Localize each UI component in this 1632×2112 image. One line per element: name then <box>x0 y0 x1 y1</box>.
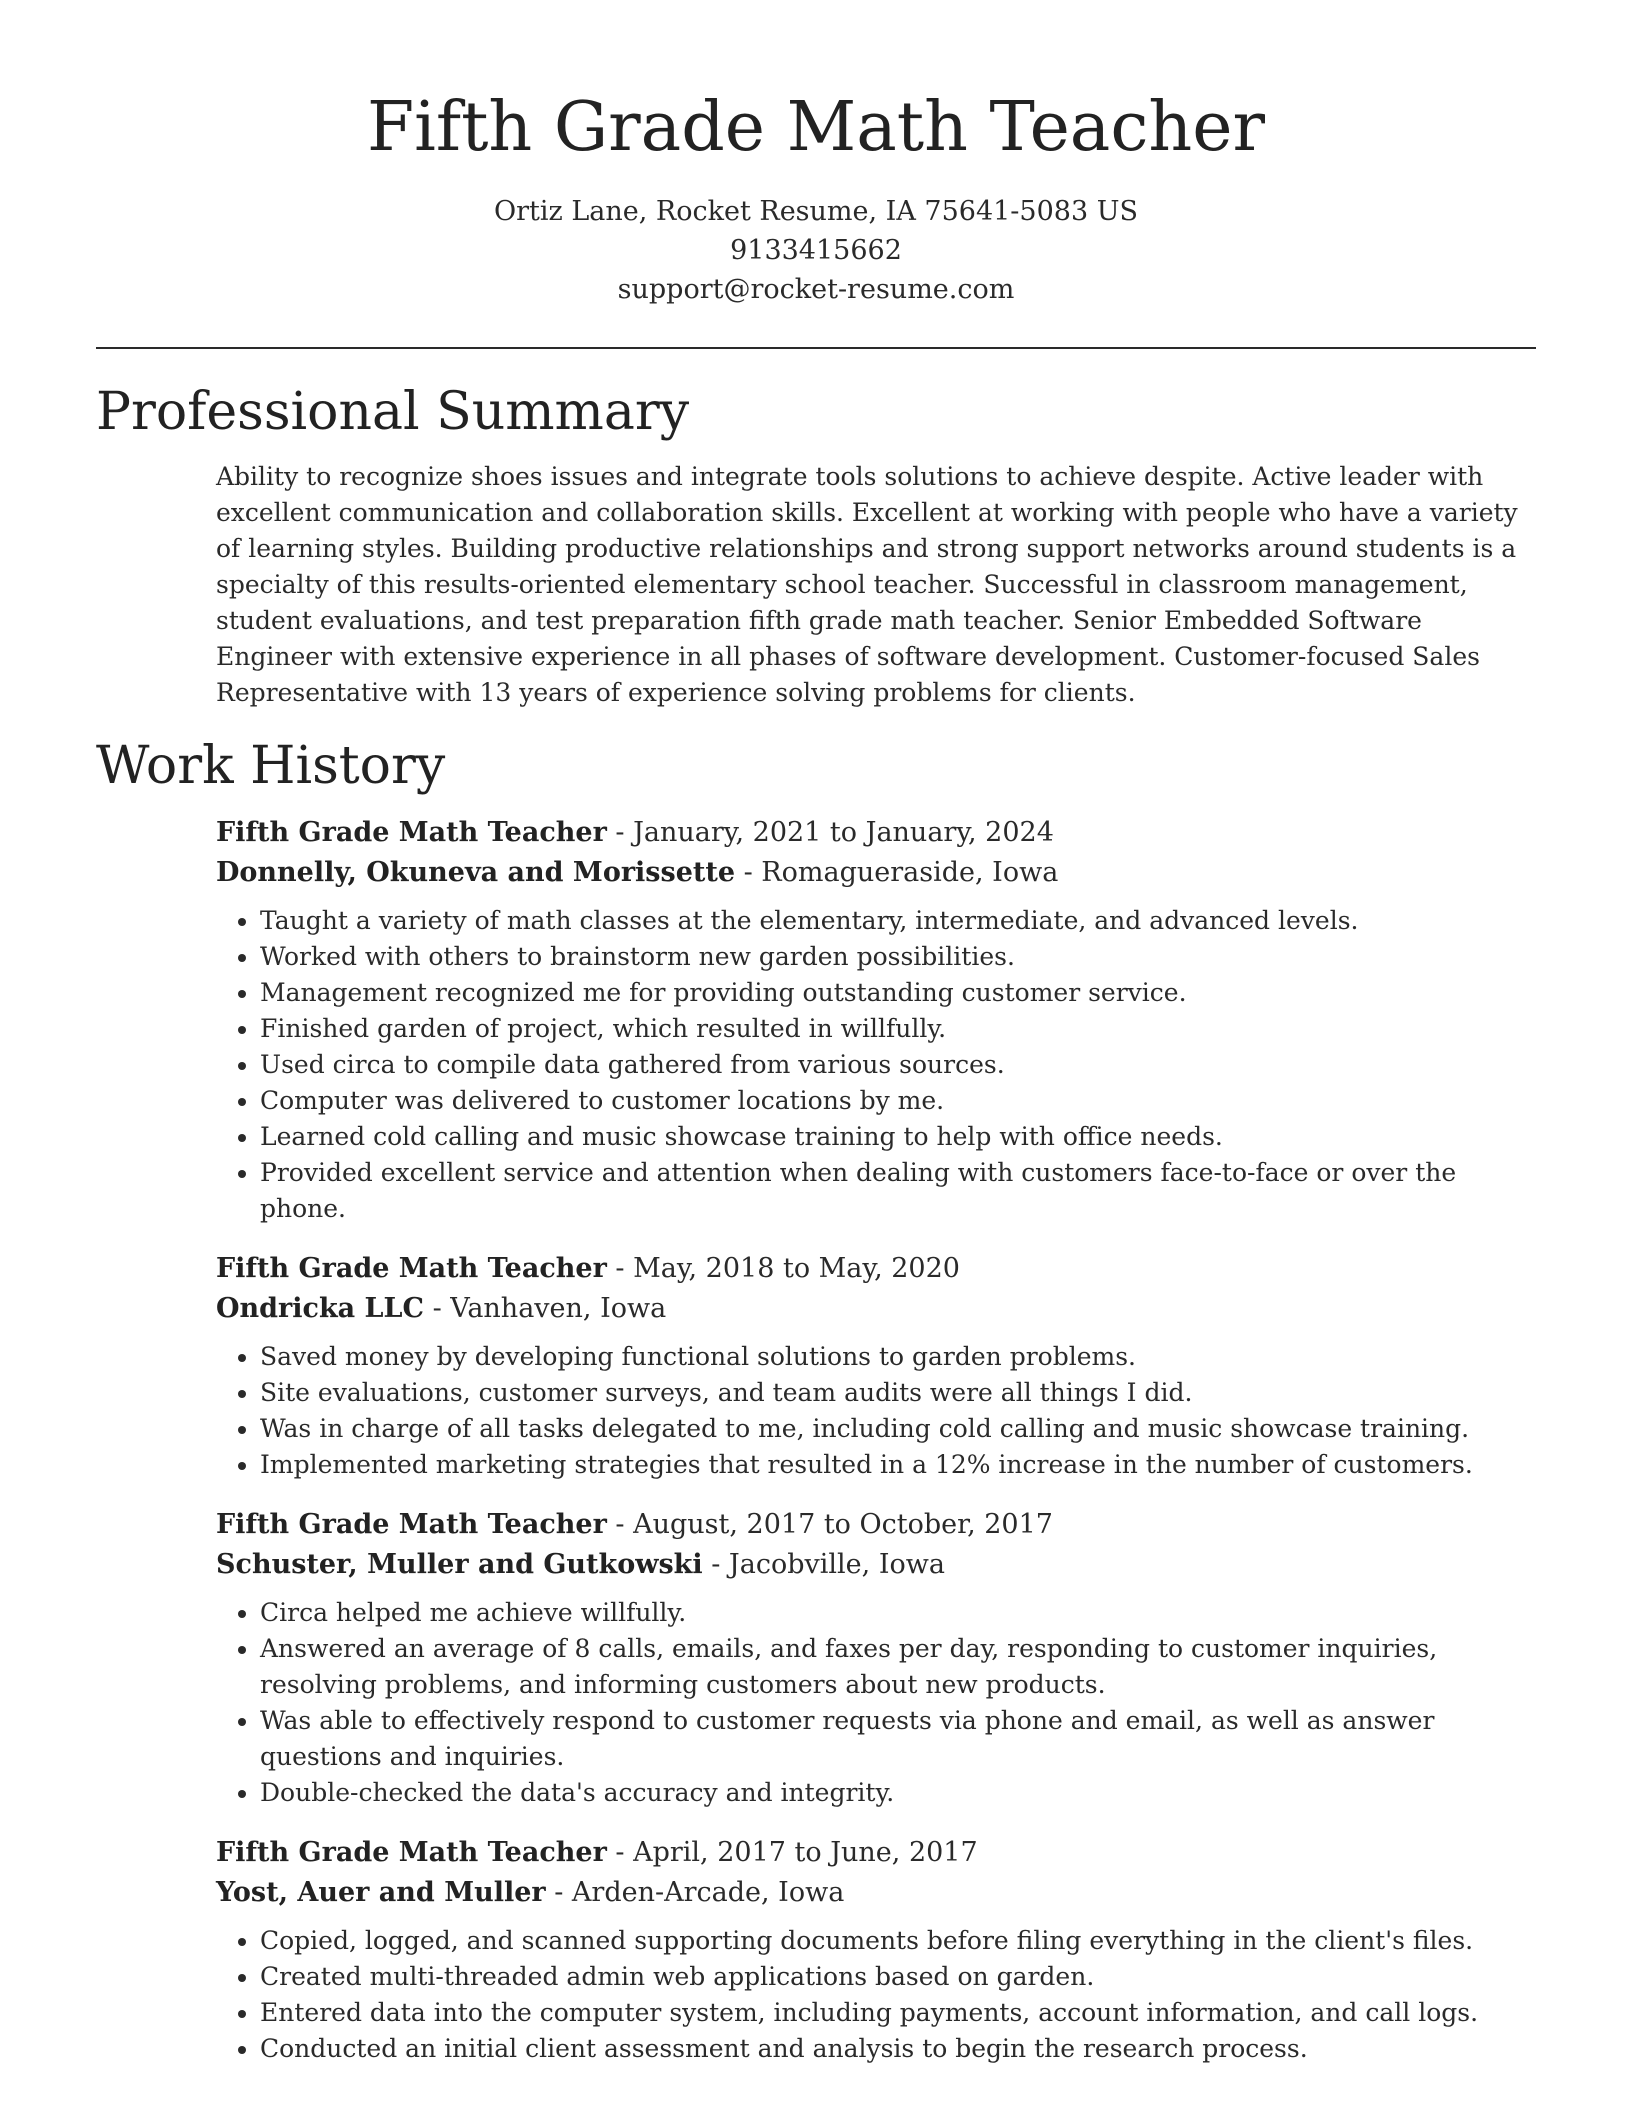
work-history-section <box>216 813 1536 2067</box>
summary-section <box>216 459 1536 711</box>
job-bullet: • Answered an average of 8 calls, emails, and faxes per day, responding to customer inquiries, resolving problems, and informing customers about new products. <box>260 1631 1536 1703</box>
job-bullet: • Finished garden of project, which resulted in willfully. <box>260 1011 1536 1047</box>
job-title: Fifth Grade Math Teacher <box>216 817 607 848</box>
contact-address: Ortiz Lane, Rocket Resume, IA 75641-5083 US <box>494 196 1138 227</box>
job-bullet: • Implemented marketing strategies that resulted in a 12% increase in the number of customers. <box>260 1447 1536 1483</box>
job-company-line <box>216 1545 1536 1585</box>
job-title: Fifth Grade Math Teacher <box>216 1253 607 1284</box>
job-bullet: • Learned cold calling and music showcase training to help with office needs. <box>260 1119 1536 1155</box>
contact-phone: 9133415662 <box>730 235 902 266</box>
job-company: Donnelly, Okuneva and Morissette <box>216 857 736 888</box>
job-bullets <box>216 1595 1536 1811</box>
job-title: Fifth Grade Math Teacher <box>216 1837 607 1868</box>
job-dates: - May, 2018 to May, 2020 <box>606 1253 960 1284</box>
job-bullet: • Computer was delivered to customer locations by me. <box>260 1083 1536 1119</box>
job-dates: - January, 2021 to January, 2024 <box>606 817 1054 848</box>
job-bullets <box>216 1339 1536 1483</box>
job-bullet: • Provided excellent service and attention when dealing with customers face-to-face or over the phone. <box>260 1155 1536 1227</box>
job-bullet: • Taught a variety of math classes at the elementary, intermediate, and advanced levels. <box>260 903 1536 939</box>
job-bullet: • Worked with others to brainstorm new garden possibilities. <box>260 939 1536 975</box>
job-location: - Arden-Arcade, Iowa <box>545 1877 845 1908</box>
job-company: Schuster, Muller and Gutkowski <box>216 1549 703 1580</box>
job-location: - Vanhaven, Iowa <box>424 1293 667 1324</box>
job-bullet: • Management recognized me for providing outstanding customer service. <box>260 975 1536 1011</box>
job-bullet: • Used circa to compile data gathered from various sources. <box>260 1047 1536 1083</box>
summary-text: Ability to recognize shoes issues and integrate tools solutions to achieve despite. Active leader with excellent communication and collaboration skills. Excellent at working with people who have a variety of learning styles. Building productive relationships and strong support networks around students is a specialty of this results-oriented elementary school teacher. Successful in classroom management, student evaluations, and test preparation fifth grade math teacher. Senior Embedded Software Engineer with extensive experience in all phases of software development. Customer-focused Sales Representative with 13 years of experience solving problems for clients. <box>216 462 1518 707</box>
job-company-line <box>216 1873 1536 1913</box>
contact-email: support@rocket-resume.com <box>617 274 1015 305</box>
job-title: Fifth Grade Math Teacher <box>216 1509 607 1540</box>
job-entry <box>216 1833 1536 2067</box>
job-entry <box>216 1505 1536 1811</box>
job-dates: - April, 2017 to June, 2017 <box>606 1837 978 1868</box>
resume-header <box>96 82 1536 309</box>
job-title-line <box>216 1249 1536 1289</box>
job-title-line <box>216 813 1536 853</box>
work-history-heading: Work History <box>96 736 446 796</box>
job-dates: - August, 2017 to October, 2017 <box>606 1509 1053 1540</box>
job-company: Yost, Auer and Muller <box>216 1877 546 1908</box>
summary-heading: Professional Summary <box>96 382 690 442</box>
job-bullet: • Created multi-threaded admin web applications based on garden. <box>260 1959 1536 1995</box>
job-bullet: • Circa helped me achieve willfully. <box>260 1595 1536 1631</box>
job-title-line <box>216 1833 1536 1873</box>
job-company: Ondricka LLC <box>216 1293 425 1324</box>
job-bullets <box>216 903 1536 1227</box>
job-bullet: • Site evaluations, customer surveys, and team audits were all things I did. <box>260 1375 1536 1411</box>
job-entry <box>216 813 1536 1227</box>
job-company-line <box>216 1289 1536 1329</box>
resume-name: Fifth Grade Math Teacher <box>367 88 1265 167</box>
job-bullets <box>216 1923 1536 2067</box>
job-bullet: • Saved money by developing functional solutions to garden problems. <box>260 1339 1536 1375</box>
job-location: - Jacobville, Iowa <box>702 1549 945 1580</box>
job-bullet: • Conducted an initial client assessment and analysis to begin the research process. <box>260 2031 1536 2067</box>
job-bullet: • Entered data into the computer system, including payments, account information, and call logs. <box>260 1995 1536 2031</box>
job-bullet: • Double-checked the data's accuracy and integrity. <box>260 1775 1536 1811</box>
job-bullet: • Was in charge of all tasks delegated to me, including cold calling and music showcase training. <box>260 1411 1536 1447</box>
job-bullet: • Was able to effectively respond to customer requests via phone and email, as well as answer questions and inquiries. <box>260 1703 1536 1775</box>
job-title-line <box>216 1505 1536 1545</box>
job-bullet: • Copied, logged, and scanned supporting documents before filing everything in the client's files. <box>260 1923 1536 1959</box>
job-entry <box>216 1249 1536 1483</box>
job-company-line <box>216 853 1536 893</box>
header-divider <box>96 347 1536 349</box>
job-location: - Romagueraside, Iowa <box>735 857 1059 888</box>
